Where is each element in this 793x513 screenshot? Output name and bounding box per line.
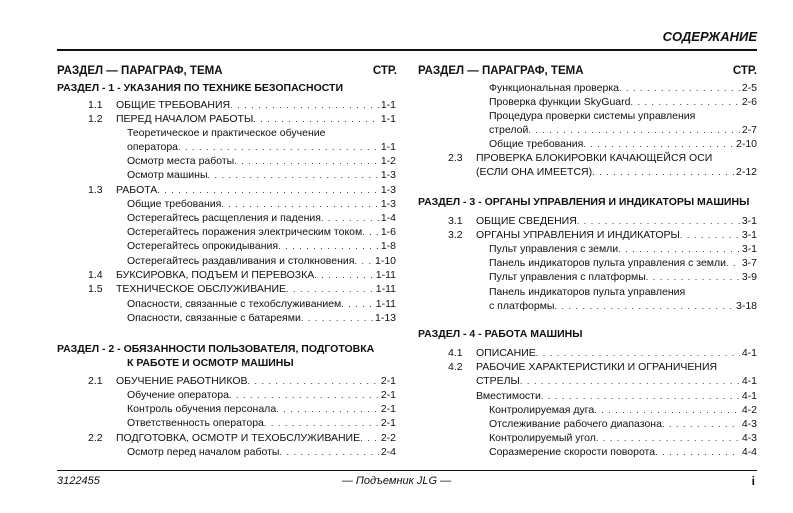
toc-entry — [88, 283, 396, 296]
dot-leader — [577, 215, 740, 228]
toc-entry — [127, 169, 396, 182]
toc-entry — [489, 96, 757, 109]
dot-leader — [253, 113, 379, 126]
toc-entry-page: 3-1 — [741, 243, 757, 255]
dot-leader — [230, 99, 379, 112]
toc-entry — [88, 375, 396, 388]
toc-entry — [127, 226, 396, 239]
dot-leader — [630, 96, 739, 109]
toc-entry-title: ТЕХНИЧЕСКОЕ ОБСЛУЖИВАНИЕ — [116, 283, 286, 295]
toc-entry-title: ОБУЧЕНИЕ РАБОТНИКОВ — [116, 375, 248, 387]
toc-entry-page: 2-5 — [741, 82, 757, 94]
toc-entry-title: Ответственность оператора — [127, 417, 264, 429]
toc-entry-number: 3.2 — [448, 229, 463, 241]
dot-leader — [362, 226, 379, 239]
toc-entry — [489, 271, 757, 284]
toc-entry-title: Остерегайтесь поражения электрическим током — [127, 226, 363, 238]
toc-entry-number: 2.3 — [448, 152, 463, 164]
column-page-label: СТР. — [372, 65, 397, 77]
toc-entry-page: 2-10 — [735, 138, 757, 150]
section-4-heading: РАЗДЕЛ - 4 - РАБОТА МАШИНЫ — [418, 328, 583, 340]
dot-leader — [360, 432, 379, 445]
toc-entry-title: СТРЕЛЫ — [476, 375, 520, 387]
toc-entry-page: 2-12 — [735, 166, 757, 178]
toc-entry-page: 1-1 — [380, 99, 396, 111]
footer-product: — Подъемник JLG — — [341, 475, 452, 487]
toc-entry-number: 3.1 — [448, 215, 463, 227]
toc-entry-title: Осмотр места работы — [127, 155, 235, 167]
toc-entry-page: 1-1 — [380, 113, 396, 125]
toc-entry — [489, 300, 757, 313]
toc-entry-title: Осмотр машины — [127, 169, 208, 181]
toc-entry-page: 2-6 — [741, 96, 757, 108]
toc-entry — [127, 446, 396, 459]
footer-rule — [57, 470, 757, 471]
dot-leader — [596, 432, 740, 445]
toc-entry — [127, 141, 396, 154]
toc-entry — [489, 446, 757, 459]
toc-entry — [127, 255, 396, 268]
toc-entry — [489, 110, 695, 123]
toc-entry-number: 4.2 — [448, 361, 463, 373]
toc-entry — [127, 240, 396, 253]
toc-entry — [476, 390, 757, 403]
page-title: СОДЕРЖАНИЕ — [662, 29, 757, 44]
toc-entry-page: 3-9 — [741, 271, 757, 283]
toc-entry-page: 4-1 — [741, 347, 757, 359]
toc-entry-title: Остерегайтесь раздавливания и столкновения — [127, 255, 355, 267]
toc-entry-number: 1.3 — [88, 184, 103, 196]
dot-leader — [594, 404, 740, 417]
toc-entry — [88, 113, 396, 126]
section-2-heading-cont: К РАБОТЕ И ОСМОТР МАШИНЫ — [127, 357, 294, 369]
toc-entry — [88, 432, 396, 445]
toc-entry — [448, 361, 718, 374]
toc-entry-title: РАБОЧИЕ ХАРАКТЕРИСТИКИ И ОГРАНИЧЕНИЯ — [476, 361, 718, 373]
toc-entry — [489, 124, 757, 137]
toc-entry-title: Проверка функции SkyGuard — [489, 96, 631, 108]
toc-entry-title: Функциональная проверка — [489, 82, 619, 94]
toc-entry — [448, 152, 713, 165]
toc-entry-page: 4-1 — [741, 390, 757, 402]
toc-entry-title: Остерегайтесь расщепления и падения — [127, 212, 321, 224]
toc-entry-page: 1-11 — [375, 269, 396, 281]
toc-entry — [476, 375, 757, 388]
toc-entry-page: 3-1 — [741, 215, 757, 227]
toc-entry-page: 1-13 — [374, 312, 396, 324]
toc-entry — [127, 403, 396, 416]
toc-entry — [127, 155, 396, 168]
column-heading-text: РАЗДЕЛ — ПАРАГРАФ, ТЕМА — [418, 65, 584, 77]
toc-entry — [489, 404, 757, 417]
toc-entry-title: Остерегайтесь опрокидывания — [127, 240, 279, 252]
toc-entry-number: 1.4 — [88, 269, 103, 281]
dot-leader — [619, 82, 740, 95]
toc-entry — [127, 312, 396, 325]
right-column-heading — [418, 65, 757, 77]
section-1-heading: РАЗДЕЛ - 1 - УКАЗАНИЯ ПО ТЕХНИКЕ БЕЗОПАСНОСТИ — [57, 82, 344, 94]
toc-entry-page: 2-1 — [380, 389, 396, 401]
toc-entry-title: Процедура проверки системы управления — [489, 110, 696, 122]
toc-entry-number: 4.1 — [448, 347, 463, 359]
toc-entry-title: Осмотр перед началом работы — [127, 446, 280, 458]
toc-entry-page: 1-11 — [375, 283, 396, 295]
toc-entry-title: Контролируемая дуга — [489, 404, 595, 416]
toc-entry-page: 1-10 — [374, 255, 396, 267]
toc-entry-title: ПРОВЕРКА БЛОКИРОВКИ КАЧАЮЩЕЙСЯ ОСИ — [476, 152, 713, 164]
toc-entry — [489, 82, 757, 95]
toc-entry-title: Опасности, связанные с батареями — [127, 312, 301, 324]
toc-entry-page: 4-2 — [741, 404, 757, 416]
toc-entry — [127, 389, 396, 402]
section-2-heading: РАЗДЕЛ - 2 - ОБЯЗАННОСТИ ПОЛЬЗОВАТЕЛЯ, ПОДГОТОВКА — [57, 343, 375, 355]
toc-entry-page: 1-4 — [380, 212, 396, 224]
toc-entry-title: Панель индикаторов пульта управления — [489, 286, 686, 298]
dot-leader — [592, 166, 734, 179]
toc-entry-title: Пульт управления с земли — [489, 243, 619, 255]
toc-entry-title: Контроль обучения персонала — [127, 403, 277, 415]
toc-entry-title: Вместимости — [476, 390, 541, 402]
toc-entry-number: 2.1 — [88, 375, 103, 387]
toc-entry — [127, 298, 396, 311]
dot-leader — [279, 446, 378, 459]
toc-entry — [448, 347, 757, 360]
toc-entry-page: 1-3 — [380, 198, 396, 210]
left-column-heading — [57, 65, 397, 77]
toc-entry-title: Общие требования — [127, 198, 222, 210]
toc-entry-number: 1.1 — [88, 99, 103, 111]
toc-entry-title: (ЕСЛИ ОНА ИМЕЕТСЯ) — [476, 166, 593, 178]
toc-entry-page: 4-4 — [741, 446, 757, 458]
page-number: i — [751, 474, 755, 488]
toc-entry — [88, 184, 396, 197]
dot-leader — [655, 446, 740, 459]
toc-entry-page: 3-1 — [741, 229, 757, 241]
dot-leader — [229, 389, 379, 402]
toc-entry-title: с платформы — [489, 300, 555, 312]
toc-entry-title: Панель индикаторов пульта управления с земли — [489, 257, 727, 269]
toc-entry-title: Отслеживание рабочего диапазона — [489, 418, 662, 430]
toc-entry-title: стрелой — [489, 124, 529, 136]
toc-entry — [489, 286, 685, 299]
dot-leader — [157, 184, 378, 197]
toc-entry-page: 1-3 — [380, 184, 396, 196]
toc-entry-number: 2.2 — [88, 432, 103, 444]
toc-entry-title: оператора — [127, 141, 179, 153]
toc-entry-title: Пульт управления с платформы — [489, 271, 646, 283]
dot-leader — [528, 124, 739, 137]
toc-entry — [127, 198, 396, 211]
toc-entry-title: ОРГАНЫ УПРАВЛЕНИЯ И ИНДИКАТОРЫ — [476, 229, 680, 241]
dot-leader — [541, 390, 740, 403]
toc-entry — [448, 229, 757, 242]
document-number: 3122455 — [57, 475, 100, 487]
toc-entry — [127, 212, 396, 225]
dot-leader — [208, 169, 379, 182]
dot-leader — [554, 300, 734, 313]
dot-leader — [301, 312, 373, 325]
toc-entry-title: Теоретическое и практическое обучение — [127, 127, 326, 139]
toc-entry-number: 1.2 — [88, 113, 103, 125]
toc-entry-number: 1.5 — [88, 283, 103, 295]
toc-entry-page: 1-2 — [380, 155, 396, 167]
toc-entry-title: ОПИСАНИЕ — [476, 347, 536, 359]
toc-entry-page: 1-6 — [380, 226, 396, 238]
dot-leader — [618, 243, 740, 256]
toc-entry-title: ОБЩИЕ СВЕДЕНИЯ — [476, 215, 577, 227]
toc-entry — [489, 257, 757, 270]
toc-entry — [88, 99, 396, 112]
toc-entry-page: 4-1 — [741, 375, 757, 387]
toc-entry-page: 1-8 — [380, 240, 396, 252]
dot-leader — [520, 375, 740, 388]
dot-leader — [314, 269, 374, 282]
dot-leader — [341, 298, 373, 311]
dot-leader — [646, 271, 740, 284]
toc-entry-page: 3-7 — [741, 257, 757, 269]
dot-leader — [583, 138, 734, 151]
dot-leader — [264, 417, 379, 430]
toc-entry-title: ОБЩИЕ ТРЕБОВАНИЯ — [116, 99, 231, 111]
toc-entry — [88, 269, 396, 282]
dot-leader — [278, 240, 379, 253]
toc-entry-page: 2-2 — [380, 432, 396, 444]
toc-entry-title: ПЕРЕД НАЧАЛОМ РАБОТЫ — [116, 113, 254, 125]
toc-entry-page: 3-18 — [735, 300, 757, 312]
toc-entry-title: Опасности, связанные с техобслуживанием — [127, 298, 342, 310]
toc-entry-page: 1-1 — [380, 141, 396, 153]
toc-entry-title: РАБОТА — [116, 184, 158, 196]
toc-entry-title: Контролируемый угол — [489, 432, 596, 444]
column-heading-text: РАЗДЕЛ — ПАРАГРАФ, ТЕМА — [57, 65, 223, 77]
toc-entry-page: 4-3 — [741, 418, 757, 430]
toc-entry — [489, 418, 757, 431]
dot-leader — [321, 212, 379, 225]
dot-leader — [726, 257, 740, 270]
toc-entry-page: 2-4 — [380, 446, 396, 458]
toc-entry-page: 2-1 — [380, 403, 396, 415]
dot-leader — [221, 198, 378, 211]
section-3-heading: РАЗДЕЛ - 3 - ОРГАНЫ УПРАВЛЕНИЯ И ИНДИКАТОРЫ МАШИНЫ — [418, 196, 750, 208]
toc-entry-page: 2-7 — [741, 124, 757, 136]
toc-entry — [489, 138, 757, 151]
toc-entry-title: Обучение оператора — [127, 389, 229, 401]
toc-entry-title: Соразмерение скорости поворота — [489, 446, 656, 458]
dot-leader — [234, 155, 379, 168]
dot-leader — [354, 255, 373, 268]
dot-leader — [536, 347, 740, 360]
toc-entry-page: 1-11 — [375, 298, 396, 310]
dot-leader — [276, 403, 379, 416]
toc-entry-page: 2-1 — [380, 417, 396, 429]
toc-entry — [448, 215, 757, 228]
toc-entry — [489, 243, 757, 256]
toc-entry-title: БУКСИРОВКА, ПОДЪЕМ И ПЕРЕВОЗКА — [116, 269, 315, 281]
dot-leader — [286, 283, 374, 296]
toc-entry-title: Общие требования — [489, 138, 584, 150]
dot-leader — [662, 418, 740, 431]
toc-entry — [489, 432, 757, 445]
toc-entry-page: 4-3 — [741, 432, 757, 444]
dot-leader — [248, 375, 379, 388]
toc-entry — [476, 166, 757, 179]
toc-entry-page: 1-3 — [380, 169, 396, 181]
dot-leader — [680, 229, 740, 242]
dot-leader — [178, 141, 379, 154]
toc-entry-title: ПОДГОТОВКА, ОСМОТР И ТЕХОБСЛУЖИВАНИЕ — [116, 432, 361, 444]
column-page-label: СТР. — [732, 65, 757, 77]
toc-entry — [127, 417, 396, 430]
toc-entry — [127, 127, 325, 140]
header-rule — [57, 49, 757, 51]
toc-entry-page: 2-1 — [380, 375, 396, 387]
